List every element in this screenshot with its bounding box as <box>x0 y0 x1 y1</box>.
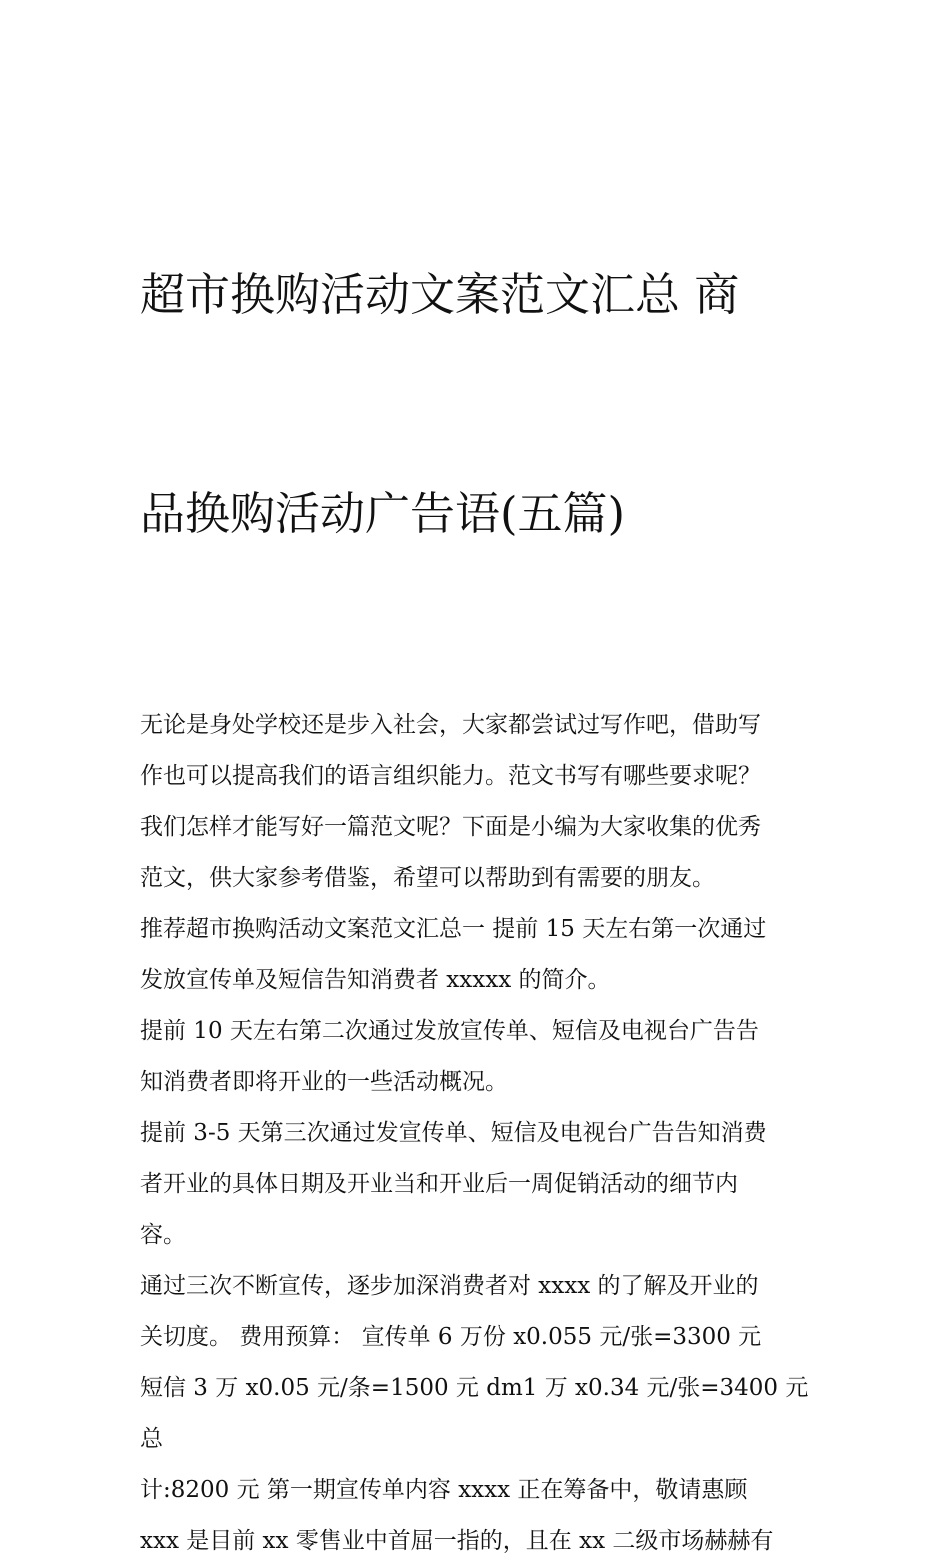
document-content <box>140 112 820 1567</box>
body-line: 发放宣传单及短信告知消费者 xxxxx 的简介。 <box>140 967 611 993</box>
body-line: 短信 3 万 x0.05 元/条=1500 元 dm1 万 x0.34 元/张=3400 元 总 <box>140 1375 816 1452</box>
body-line: 提前 3-5 天第三次通过发宣传单、短信及电视台广告告知消费 <box>140 1120 767 1146</box>
title-line: 品换购活动广告语(五篇) <box>140 487 626 540</box>
body-line: 关切度。 费用预算： 宣传单 6 万份 x0.055 元/张=3300 元 <box>140 1324 762 1350</box>
body-line: 容。 <box>140 1222 186 1248</box>
document-title <box>140 112 820 696</box>
body-line: 提前 10 天左右第二次通过发放宣传单、短信及电视台广告告 <box>140 1018 759 1044</box>
title-line: 超市换购活动文案范文汇总 商 <box>140 268 740 321</box>
body-line: 范文，供大家参考借鉴，希望可以帮助到有需要的朋友。 <box>140 865 715 891</box>
body-line: 计:8200 元 第一期宣传单内容 xxxx 正在筹备中，敬请惠顾 <box>140 1477 748 1503</box>
body-line: 无论是身处学校还是步入社会，大家都尝试过写作吧，借助写 <box>140 712 761 738</box>
body-line: xxx 是目前 xx 零售业中首屈一指的，且在 xx 二级市场赫赫有 <box>140 1528 774 1554</box>
body-line: 推荐超市换购活动文案范文汇总一 提前 15 天左右第一次通过 <box>140 916 767 942</box>
document-body <box>140 700 820 1567</box>
body-line: 者开业的具体日期及开业当和开业后一周促销活动的细节内 <box>140 1171 738 1197</box>
body-line: 我们怎样才能写好一篇范文呢？下面是小编为大家收集的优秀 <box>140 814 761 840</box>
body-line: 通过三次不断宣传，逐步加深消费者对 xxxx 的了解及开业的 <box>140 1273 759 1299</box>
body-line: 作也可以提高我们的语言组织能力。范文书写有哪些要求呢？ <box>140 763 761 789</box>
body-line: 知消费者即将开业的一些活动概况。 <box>140 1069 508 1095</box>
